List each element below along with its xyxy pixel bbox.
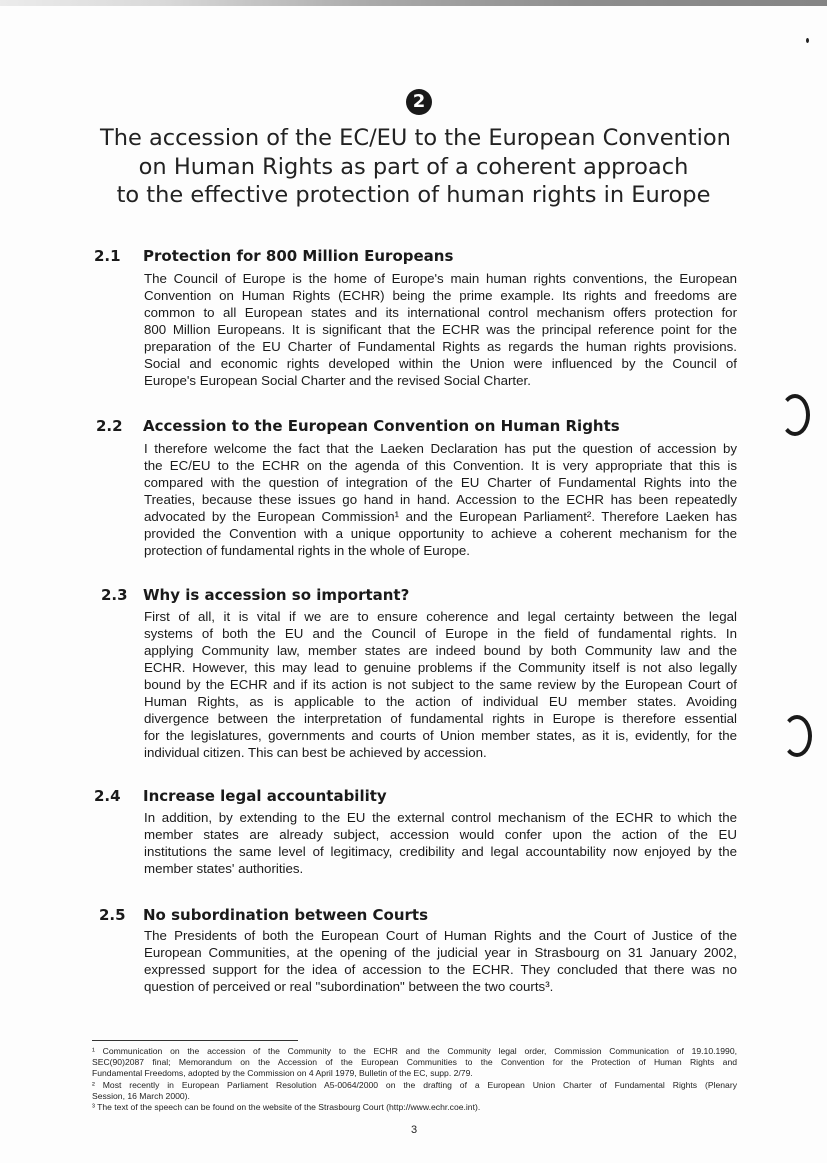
section-number: 2.3 [101,586,128,604]
section-body [144,927,737,995]
section-heading: No subordination between Courts [143,906,428,924]
body-line: for the legislatures, governments and courts of Union member states, as it is, evidently, for the [144,728,737,743]
chapter-title [100,124,731,210]
body-line: divergence between the interpretation of fundamental rights in Europe is therefore essential [144,711,737,726]
footnote-separator [92,1040,298,1041]
footnote-line: Session, 16 March 2000). [92,1090,190,1101]
body-line: 800 Million Europeans. It is significant that the ECHR was the principal reference point for the [144,322,737,337]
footnote-line: ³ The text of the speech can be found on the website of the Strasbourg Court (http://www.echr.coe.int). [92,1102,481,1113]
scan-speck [806,38,809,43]
section-number: 2.1 [94,247,121,265]
section-number: 2.4 [94,787,121,805]
binder-hole-bottom [782,715,812,757]
section-number: 2.5 [99,906,126,924]
body-line: bound by the ECHR and if its action is not subject to the same review by the European Court of [144,677,737,692]
section-body [144,440,737,559]
section-body [144,270,737,389]
body-line: I therefore welcome the fact that the Laeken Declaration has put the question of accession by [144,441,737,456]
body-line: institutions the same level of legitimacy, credibility and legal accountability now enjoyed by the [144,844,737,859]
section-heading: Increase legal accountability [143,787,387,805]
footnotes [92,1046,737,1113]
body-line: compared with the question of integration of the EU Charter of Fundamental Rights into the [144,475,737,490]
chapter-title-line: to the effective protection of human rights in Europe [116,182,711,208]
body-line: The Council of Europe is the home of Europe's main human rights conventions, the European [144,271,737,286]
body-line: Treaties, because these issues go hand in hand. Accession to the ECHR has been repeatedly [144,492,737,507]
body-line: preparation of the EU Charter of Fundamental Rights as regards the human rights provisions. [144,339,737,354]
body-line: question of perceived or real "subordination" between the two courts³. [144,979,554,994]
chapter-title-line: on Human Rights as part of a coherent approach [138,153,689,180]
footnote-line: Fundamental Freedoms, adopted by the Commission on 4 April 1979, Bulletin of the EC, supp. 2/79. [92,1068,473,1079]
section-heading: Why is accession so important? [143,586,410,604]
scan-edge-top [0,0,827,6]
body-line: In addition, by extending to the EU the external control mechanism of the ECHR to which the [144,810,737,825]
page-number: 3 [410,1124,418,1136]
body-line: Europe's European Social Charter and the revised Social Charter. [144,373,531,388]
section-body [144,809,737,877]
body-line: Convention on Human Rights (ECHR) being the prime example. Its rights and freedoms are [144,288,737,303]
body-line: applying Community law, member states are indeed bound by both Community law and the [144,643,737,658]
body-line: advocated by the European Commission¹ and the European Parliament². Therefore Laeken has [144,509,737,524]
body-line: European Communities, at the opening of the judicial year in Strasbourg on 31 January 2002, [144,945,737,960]
binder-hole-top [780,394,810,436]
body-line: individual citizen. This can best be achieved by accession. [144,745,487,760]
body-line: member states' authorities. [144,861,304,876]
body-line: member states are already subject, accession would confer upon the action of the EU [144,827,737,842]
section-body [144,608,737,761]
body-line: systems of both the EU and the Council of Europe in the field of fundamental rights. In [144,626,737,641]
footnote-line: ² Most recently in European Parliament Resolution A5-0064/2000 on the drafting of a European Union Charter of Fundamental Rights (Plenary [92,1079,737,1090]
footnote-line: ¹ Communication on the accession of the Community to the ECHR and the Community legal order, Commission Communication of 19.10.1990, [92,1046,737,1056]
body-line: expressed support for the idea of accession to the ECHR. They concluded that there was no [144,962,737,977]
body-line: ECHR. However, this may lead to genuine problems if the Community itself is not also legally [144,660,737,675]
body-line: provided the Convention with a unique opportunity to achieve a coherent mechanism for the [144,526,737,541]
body-line: Social and economic rights developed within the Union were influenced by the Council of [144,356,737,371]
footnote-line: SEC(90)2087 final; Memorandum on the Accession of the European Communities to the Convention for the Protection of Human Rights and [92,1057,737,1068]
chapter-title-line: The accession of the EC/EU to the European Convention [100,125,731,151]
section-heading: Accession to the European Convention on Human Rights [143,417,620,435]
body-line: the EC/EU to the ECHR on the agenda of this Convention. It is very appropriate that this is [144,458,737,473]
section-heading: Protection for 800 Million Europeans [143,247,454,265]
body-line: Human Rights, as is applicable to the action of individual EU member states. Avoiding [144,694,737,709]
body-line: First of all, it is vital if we are to ensure coherence and legal certainty between the legal [144,609,737,624]
body-line: protection of fundamental rights in the whole of Europe. [144,543,470,558]
body-line: The Presidents of both the European Court of Human Rights and the Court of Justice of the [144,928,737,943]
section-number: 2.2 [96,417,123,435]
chapter-number-badge: 2 [406,89,432,115]
body-line: common to all European states and its international control mechanism offers protection for [144,305,737,320]
